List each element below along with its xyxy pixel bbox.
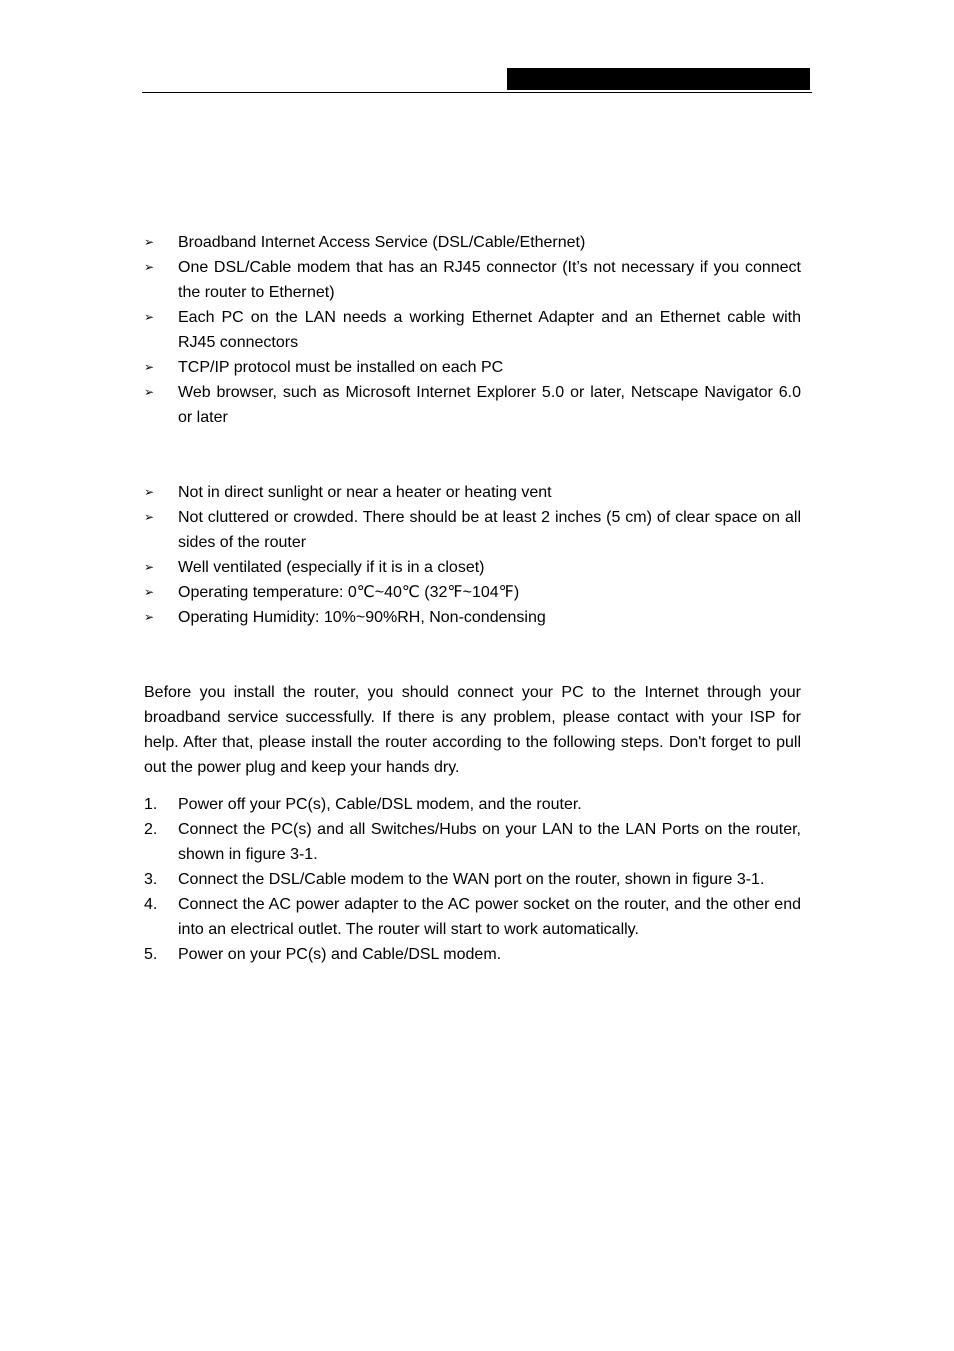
- step-number: 5.: [144, 946, 158, 963]
- arrow-bullet-icon: ➢: [144, 510, 155, 524]
- header-bar: [507, 68, 810, 90]
- list-item: ➢ Operating Humidity: 10%~90%RH, Non-condensing: [144, 605, 801, 630]
- step-number: 4.: [144, 896, 158, 913]
- connecting-intro: Before you install the router, you should connect your PC to the Internet through your broadband service successfully. If there is any problem, please contact with your ISP for help. After that, please install the router according to the following steps. Don't forget to pull out the power plug and keep your hands dry.: [144, 684, 801, 776]
- list-item: ➢ One DSL/Cable modem that has an RJ45 connector (It’s not necessary if you connect the router to Ethernet): [144, 255, 801, 305]
- document-body: [144, 230, 801, 967]
- arrow-bullet-icon: ➢: [144, 310, 155, 324]
- arrow-bullet-icon: ➢: [144, 485, 155, 499]
- step-number: 2.: [144, 821, 158, 838]
- list-item: ➢ Operating temperature: 0℃~40℃ (32℉~104℉): [144, 580, 801, 605]
- step-item: 2. Connect the PC(s) and all Switches/Hubs on your LAN to the LAN Ports on the router, shown in figure 3-1.: [144, 817, 801, 867]
- list-item: ➢ Well ventilated (especially if it is in a closet): [144, 555, 801, 580]
- arrow-bullet-icon: ➢: [144, 235, 155, 249]
- step-item: 1. Power off your PC(s), Cable/DSL modem, and the router.: [144, 792, 801, 817]
- installation-steps: [144, 792, 801, 967]
- arrow-bullet-icon: ➢: [144, 260, 155, 274]
- arrow-bullet-icon: ➢: [144, 585, 155, 599]
- arrow-bullet-icon: ➢: [144, 560, 155, 574]
- requirements-list: [144, 230, 801, 430]
- list-item: ➢ Not in direct sunlight or near a heater or heating vent: [144, 480, 801, 505]
- step-item: 3. Connect the DSL/Cable modem to the WAN port on the router, shown in figure 3-1.: [144, 867, 801, 892]
- environment-list: [144, 480, 801, 630]
- arrow-bullet-icon: ➢: [144, 385, 155, 399]
- step-number: 1.: [144, 796, 158, 813]
- step-item: 5. Power on your PC(s) and Cable/DSL modem.: [144, 942, 801, 967]
- step-item: 4. Connect the AC power adapter to the AC power socket on the router, and the other end into an electrical outlet. The router will start to work automatically.: [144, 892, 801, 942]
- header-rule: [142, 92, 812, 93]
- arrow-bullet-icon: ➢: [144, 610, 155, 624]
- list-item: ➢ TCP/IP protocol must be installed on each PC: [144, 355, 801, 380]
- step-number: 3.: [144, 871, 158, 888]
- list-item: ➢ Not cluttered or crowded. There should be at least 2 inches (5 cm) of clear space on all sides of the router: [144, 505, 801, 555]
- list-item: ➢ Each PC on the LAN needs a working Ethernet Adapter and an Ethernet cable with RJ45 connectors: [144, 305, 801, 355]
- list-item: ➢ Web browser, such as Microsoft Internet Explorer 5.0 or later, Netscape Navigator 6.0 or later: [144, 380, 801, 430]
- arrow-bullet-icon: ➢: [144, 360, 155, 374]
- list-item: ➢ Broadband Internet Access Service (DSL/Cable/Ethernet): [144, 230, 801, 255]
